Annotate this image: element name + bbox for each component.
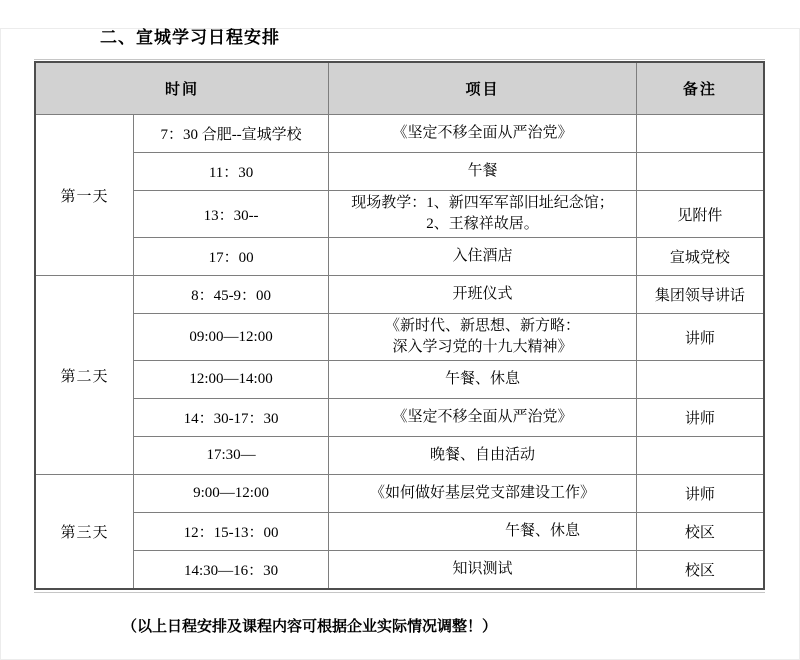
schedule-header bbox=[35, 62, 764, 115]
note-cell bbox=[636, 153, 764, 191]
note-cell: 见附件 bbox=[636, 191, 764, 238]
project-line: 午餐 bbox=[467, 163, 498, 179]
day-label: 第三天 bbox=[35, 475, 134, 590]
project-cell bbox=[329, 276, 637, 314]
schedule-row bbox=[35, 153, 764, 191]
project-cell bbox=[329, 513, 637, 551]
project-cell bbox=[329, 314, 637, 361]
schedule-row bbox=[35, 238, 764, 276]
time-cell: 8：45-9：00 bbox=[134, 276, 329, 314]
time-cell: 14：30-17：30 bbox=[134, 399, 329, 437]
schedule-row bbox=[35, 513, 764, 551]
project-cell bbox=[329, 551, 637, 590]
note-cell: 讲师 bbox=[636, 314, 764, 361]
note-cell bbox=[636, 115, 764, 153]
schedule-row bbox=[35, 276, 764, 314]
project-cell bbox=[329, 399, 637, 437]
project-line: 2、王稼祥故居。 bbox=[426, 216, 539, 232]
project-cell bbox=[329, 437, 637, 475]
time-cell: 09:00—12:00 bbox=[134, 314, 329, 361]
time-cell: 7：30 合肥--宣城学校 bbox=[134, 115, 329, 153]
time-cell: 13：30-- bbox=[134, 191, 329, 238]
schedule-row bbox=[35, 115, 764, 153]
header-row bbox=[35, 62, 764, 115]
header-time: 时间 bbox=[35, 62, 329, 115]
project-cell bbox=[329, 475, 637, 513]
note-cell bbox=[636, 361, 764, 399]
note-cell: 宣城党校 bbox=[636, 238, 764, 276]
project-line: 《新时代、新思想、新方略： bbox=[384, 318, 580, 334]
project-line: 午餐、休息 bbox=[504, 523, 580, 539]
project-cell bbox=[329, 115, 637, 153]
schedule-row bbox=[35, 437, 764, 475]
note-cell: 讲师 bbox=[636, 475, 764, 513]
header-project: 项目 bbox=[329, 62, 637, 115]
schedule-table-wrap bbox=[34, 59, 765, 593]
time-cell: 17:30— bbox=[134, 437, 329, 475]
time-cell: 14:30—16：30 bbox=[134, 551, 329, 590]
time-cell: 12：15-13：00 bbox=[134, 513, 329, 551]
project-line: 知识测试 bbox=[452, 561, 513, 577]
schedule-table bbox=[34, 61, 765, 590]
schedule-row bbox=[35, 361, 764, 399]
header-note: 备注 bbox=[636, 62, 764, 115]
project-line: 《坚定不移全面从严治党》 bbox=[392, 125, 573, 141]
schedule-body bbox=[35, 115, 764, 590]
note-cell: 集团领导讲话 bbox=[636, 276, 764, 314]
time-cell: 9:00—12:00 bbox=[134, 475, 329, 513]
day-label: 第一天 bbox=[35, 115, 134, 276]
schedule-row bbox=[35, 475, 764, 513]
note-cell: 讲师 bbox=[636, 399, 764, 437]
schedule-row bbox=[35, 191, 764, 238]
project-line: 现场教学：1、新四军军部旧址纪念馆； bbox=[351, 195, 614, 211]
project-cell bbox=[329, 191, 637, 238]
project-cell bbox=[329, 238, 637, 276]
project-line: 开班仪式 bbox=[452, 286, 513, 302]
schedule-row bbox=[35, 399, 764, 437]
time-cell: 12:00—14:00 bbox=[134, 361, 329, 399]
project-line: 晚餐、自由活动 bbox=[429, 447, 535, 463]
day-label: 第二天 bbox=[35, 276, 134, 475]
time-cell: 11：30 bbox=[134, 153, 329, 191]
project-line: 《坚定不移全面从严治党》 bbox=[392, 409, 573, 425]
page-footer: （以上日程安排及课程内容可根据企业实际情况调整！） bbox=[122, 619, 498, 635]
project-cell bbox=[329, 361, 637, 399]
schedule-row bbox=[35, 314, 764, 361]
note-cell bbox=[636, 437, 764, 475]
schedule-row bbox=[35, 551, 764, 590]
project-line: 入住酒店 bbox=[452, 248, 513, 264]
time-cell: 17：00 bbox=[134, 238, 329, 276]
note-cell: 校区 bbox=[636, 551, 764, 590]
project-cell bbox=[329, 153, 637, 191]
page-title: 二、宣城学习日程安排 bbox=[100, 28, 280, 47]
project-line: 《如何做好基层党支部建设工作》 bbox=[369, 485, 595, 501]
project-line: 深入学习党的十九大精神》 bbox=[392, 339, 573, 355]
note-cell: 校区 bbox=[636, 513, 764, 551]
project-line: 午餐、休息 bbox=[444, 371, 520, 387]
